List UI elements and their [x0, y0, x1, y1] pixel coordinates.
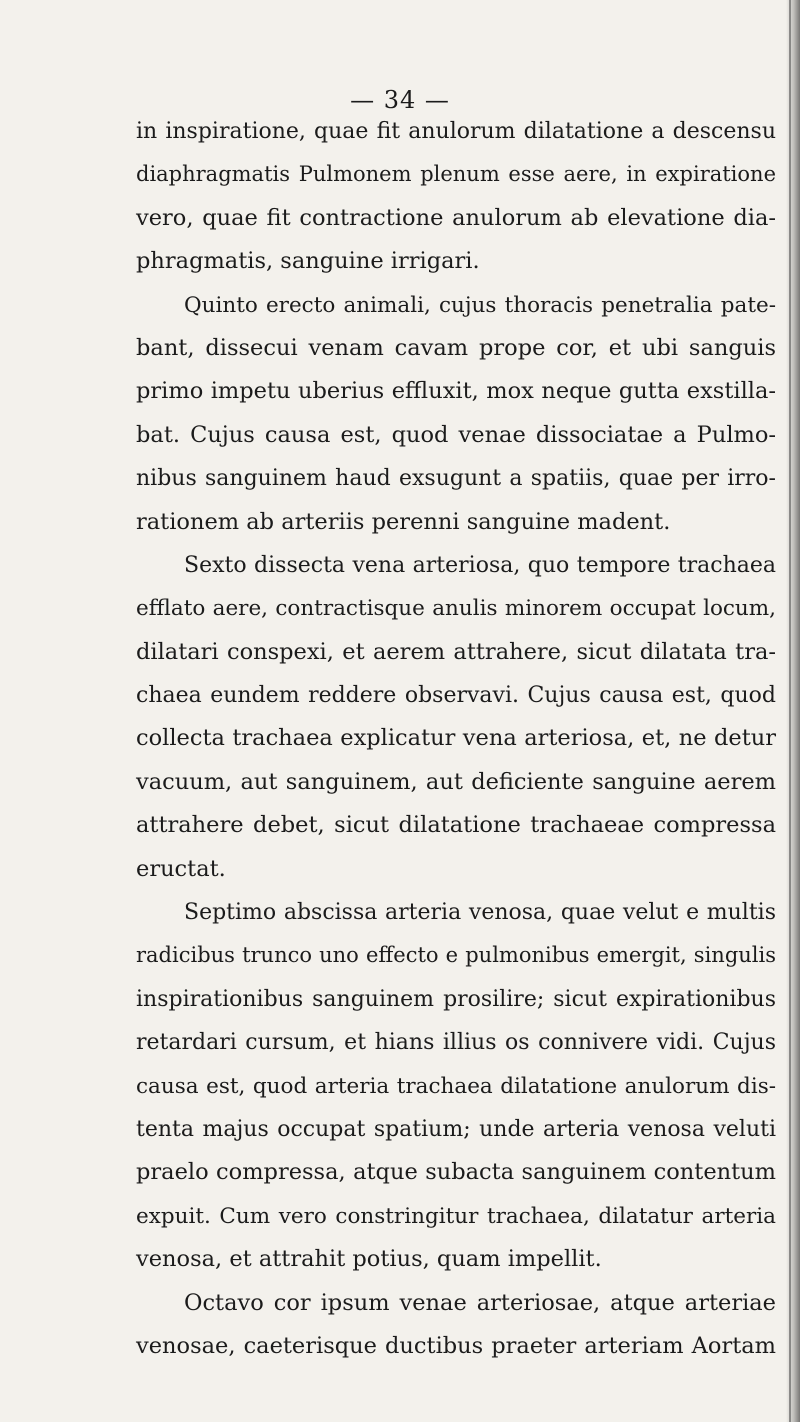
- text-line: collecta trachaea explicatur vena arteriosa, et, ne detur: [136, 725, 776, 752]
- text-line: bat. Cujus causa est, quod venae dissociatae a Pulmo-: [136, 421, 776, 448]
- text-line: Sexto dissecta vena arteriosa, quo tempore trachaea: [184, 552, 776, 578]
- text-line: vero, quae fit contractione anulorum ab elevatione dia-: [136, 204, 776, 231]
- text-line: radicibus trunco uno effecto e pulmonibus emergit, singulis: [136, 943, 776, 968]
- text-line: inspirationibus sanguinem prosilire; sicut expirationibus: [136, 986, 776, 1012]
- text-line: expuit. Cum vero constringitur trachaea, dilatatur arteria: [136, 1203, 776, 1229]
- page-number: — 34 —: [350, 86, 450, 114]
- text-line: venosa, et attrahit potius, quam impellit.: [136, 1246, 602, 1273]
- text-line: Septimo abscissa arteria venosa, quae velut e multis: [184, 900, 776, 926]
- text-line: primo impetu uberius effluxit, mox neque gutta exstilla-: [136, 378, 776, 405]
- text-line: bant, dissecui venam cavam prope cor, et ubi sanguis: [136, 334, 776, 361]
- text-line: diaphragmatis Pulmonem plenum esse aere, in expiratione: [136, 162, 776, 187]
- text-line: rationem ab arteriis perenni sanguine madent.: [136, 508, 671, 535]
- text-line: efflato aere, contractisque anulis minorem occupat locum,: [136, 596, 776, 622]
- text-line: nibus sanguinem haud exsugunt a spatiis, quae per irro-: [136, 466, 776, 492]
- text-line: in inspiratione, quae fit anulorum dilatatione a descensu: [136, 119, 776, 144]
- text-line: venosae, caeterisque ductibus praeter arteriam Aortam: [136, 1332, 776, 1359]
- text-line: eructat.: [136, 855, 226, 882]
- text-line: retardari cursum, et hians illius os connivere vidi. Cujus: [136, 1030, 776, 1056]
- text-line: attrahere debet, sicut dilatatione trachaeae compressa: [136, 812, 776, 839]
- page-edge-line: [789, 0, 791, 1422]
- text-line: chaea eundem reddere observavi. Cujus causa est, quod: [136, 683, 776, 709]
- text-line: vacuum, aut sanguinem, aut deficiente sanguine aerem: [136, 768, 776, 795]
- text-line: causa est, quod arteria trachaea dilatatione anulorum dis-: [136, 1073, 776, 1099]
- text-line: dilatari conspexi, et aerem attrahere, sicut dilatata tra-: [136, 638, 776, 665]
- text-line: tenta majus occupat spatium; unde arteria venosa veluti: [136, 1116, 776, 1142]
- body-text: [136, 110, 776, 1368]
- text-line: praelo compressa, atque subacta sanguinem contentum: [136, 1159, 776, 1186]
- text-line: phragmatis, sanguine irrigari.: [136, 248, 480, 275]
- text-line: Octavo cor ipsum venae arteriosae, atque arteriae: [184, 1289, 776, 1316]
- text-line: Quinto erecto animali, cujus thoracis penetralia pate-: [184, 292, 776, 318]
